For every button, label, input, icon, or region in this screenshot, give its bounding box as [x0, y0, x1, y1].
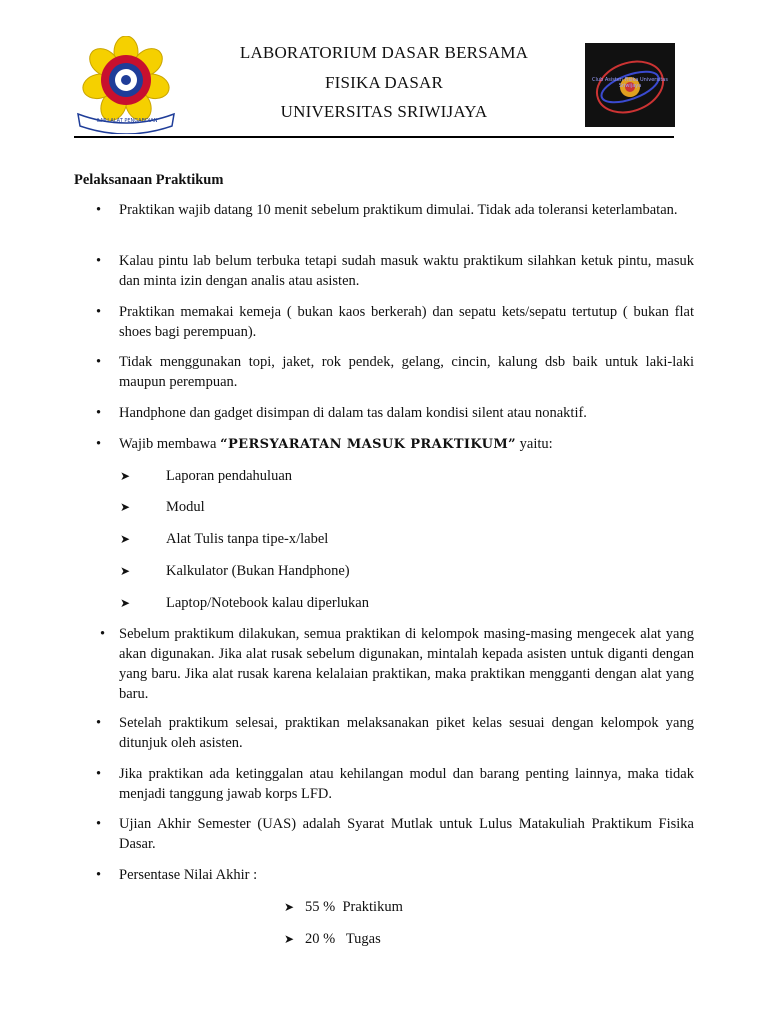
requirement-text: Modul	[166, 499, 205, 515]
arrow-bullet-icon: ➤	[284, 900, 295, 914]
list-item-text-pre: Wajib membawa	[119, 436, 221, 452]
bullet-mark: •	[96, 405, 102, 421]
list-item-text: Persentase Nilai Akhir :	[119, 867, 258, 883]
bullet-mark: •	[96, 816, 102, 832]
requirement-text: Laptop/Notebook kalau diperlukan	[166, 595, 369, 611]
grade-text: 55 % Praktikum	[305, 899, 403, 915]
logo-ribbon-text: ILMU ALAT PENGABDIAN	[96, 118, 158, 124]
list-item-text: Sebelum praktikum dilakukan, semua praktikan di kelompok masing-masing mengecek alat yang akan digunakan. Jika alat rusak sebelum digunakan, mintalah kepada asisten untuk diganti dengan yang baru. Jika alat rusak karena kelalaian praktikan, maka praktikan mengganti dengan alat yang baru.	[119, 626, 694, 702]
arrow-bullet-icon: ➤	[120, 532, 131, 546]
arrow-bullet-icon: ➤	[284, 932, 295, 946]
list-item-text: Kalau pintu lab belum terbuka tetapi sudah masuk waktu praktikum silahkan ketuk pintu, masuk dan minta izin dengan analis atau asisten.	[119, 253, 694, 289]
header-line-2: FISIKA DASAR	[324, 73, 444, 92]
arrow-bullet-icon: ➤	[120, 469, 131, 483]
arrow-bullet-icon: ➤	[120, 596, 131, 610]
requirement-text: Alat Tulis tanpa tipe-x/label	[166, 531, 329, 547]
header-line-1: LABORATORIUM DASAR BERSAMA	[239, 43, 529, 62]
list-item-text-post: yaitu:	[516, 436, 553, 452]
bullet-mark: •	[96, 354, 102, 370]
grade-text: 20 % Tugas	[305, 931, 381, 947]
bullet-mark: •	[96, 436, 102, 452]
list-item-text	[119, 434, 694, 455]
header-divider	[74, 136, 674, 138]
header-line-3: UNIVERSITAS SRIWIJAYA	[280, 102, 488, 121]
list-item-text: Praktikan wajib datang 10 menit sebelum praktikum dimulai. Tidak ada toleransi keterlambatan.	[119, 202, 678, 218]
list-item-text: Setelah praktikum selesai, praktikan melaksanakan piket kelas sesuai dengan kelompok yang ditunjuk oleh asisten.	[119, 715, 694, 751]
bullet-mark: •	[100, 626, 106, 642]
requirement-text: Laporan pendahuluan	[166, 468, 293, 484]
list-item-text: Handphone dan gadget disimpan di dalam tas dalam kondisi silent atau nonaktif.	[119, 405, 587, 421]
list-item-text: Tidak menggunakan topi, jaket, rok pendek, gelang, cincin, kalung dsb baik untuk laki-laki maupun perempuan.	[119, 354, 694, 390]
bullet-mark: •	[96, 766, 102, 782]
bullet-mark: •	[96, 253, 102, 269]
lab-club-logo	[585, 43, 675, 127]
section-title: Pelaksanaan Praktikum	[74, 172, 224, 188]
requirements-heading: “PERSYARATAN MASUK PRAKTIKUM”	[220, 437, 517, 452]
bullet-mark: •	[96, 715, 102, 731]
bullet-mark: •	[96, 202, 102, 218]
list-item-text: Ujian Akhir Semester (UAS) adalah Syarat Mutlak untuk Lulus Matakuliah Praktikum Fisika Dasar.	[119, 816, 694, 852]
letterhead	[0, 0, 768, 140]
requirement-text: Kalkulator (Bukan Handphone)	[166, 563, 350, 579]
bullet-mark: •	[96, 304, 102, 320]
list-item-text: Jika praktikan ada ketinggalan atau kehilangan modul dan barang penting lainnya, maka tidak menjadi tanggung jawab korps LFD.	[119, 766, 694, 802]
bullet-mark: •	[96, 867, 102, 883]
arrow-bullet-icon: ➤	[120, 564, 131, 578]
list-item-text: Praktikan memakai kemeja ( bukan kaos berkerah) dan sepatu kets/sepatu tertutup ( bukan flat shoes bagi perempuan).	[119, 304, 694, 340]
arrow-bullet-icon: ➤	[120, 500, 131, 514]
lab-club-text: Club Asisten Fisika Universitas Sriwijaya	[592, 77, 668, 89]
